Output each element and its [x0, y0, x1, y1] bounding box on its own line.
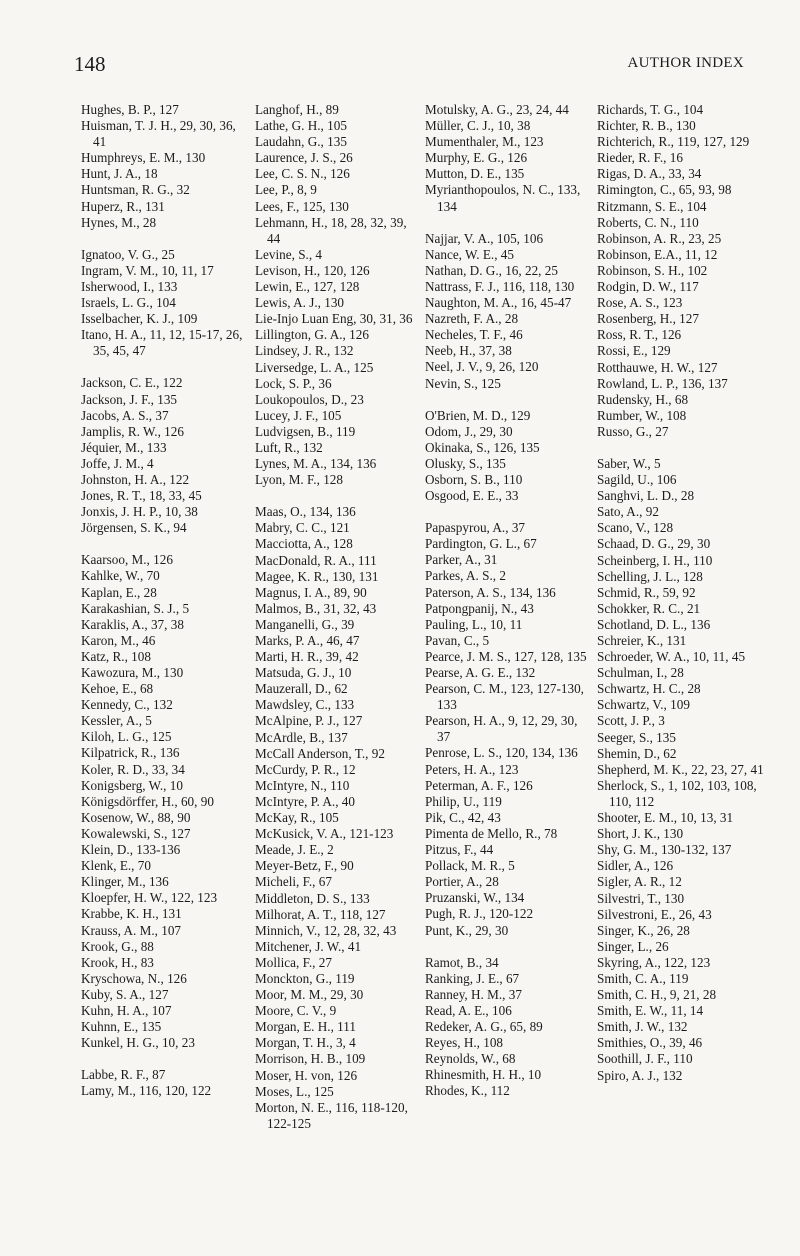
index-entry: Rudensky, H., 68	[597, 391, 689, 407]
index-entry: Israels, L. G., 104	[81, 295, 176, 311]
index-entry: Pauling, L., 10, 11	[425, 616, 523, 632]
index-entry: Meyer-Betz, F., 90	[255, 858, 354, 874]
index-entry: Joffe, J. M., 4	[81, 455, 154, 471]
index-entry: Robinson, A. R., 23, 25	[597, 230, 722, 246]
index-entry: Pearce, J. M. S., 127, 128, 135	[425, 648, 587, 664]
index-group	[81, 1067, 249, 1099]
index-entry: Peterman, A. F., 126	[425, 777, 533, 793]
index-entry: Lie-Injo Luan Eng, 30, 31, 36	[255, 311, 413, 327]
index-entry: Scano, V., 128	[597, 520, 674, 536]
index-column-3	[425, 102, 593, 1115]
index-entry: Huisman, T. J. H., 29, 30, 36, 41	[81, 118, 236, 150]
index-entry: Kennedy, C., 132	[81, 697, 173, 713]
index-entry: Sato, A., 92	[597, 504, 659, 520]
index-entry: Sidler, A., 126	[597, 858, 674, 874]
index-entry: Portier, A., 28	[425, 874, 499, 890]
index-entry: Schwartz, H. C., 28	[597, 681, 701, 697]
index-entry: Kahlke, W., 70	[81, 568, 160, 584]
index-entry: McArdle, B., 137	[255, 729, 348, 745]
index-entry: Kilpatrick, R., 136	[81, 745, 180, 761]
index-entry: Neeb, H., 37, 38	[425, 343, 512, 359]
index-entry: Schulman, I., 28	[597, 665, 684, 681]
index-entry: Lindsey, J. R., 132	[255, 343, 354, 359]
index-entry: Lehmann, H., 18, 28, 32, 39, 44	[255, 214, 407, 246]
index-entry: Marks, P. A., 46, 47	[255, 633, 360, 648]
index-entry: Maas, O., 134, 136	[255, 504, 356, 520]
index-entry: Müller, C. J., 10, 38	[425, 118, 531, 134]
index-entry: Lees, F., 125, 130	[255, 198, 349, 214]
index-entry: Redeker, A. G., 65, 89	[425, 1018, 543, 1034]
index-entry: Kessler, A., 5	[81, 713, 152, 729]
index-entry: Lee, C. S. N., 126	[255, 166, 350, 182]
index-entry: Skyring, A., 122, 123	[597, 954, 711, 970]
index-entry: Spiro, A. J., 132	[597, 1067, 683, 1083]
index-entry: Pugh, R. J., 120-122	[425, 906, 534, 922]
running-head: AUTHOR INDEX	[627, 55, 744, 71]
index-entry: Sherlock, S., 1, 102, 103, 108, 110, 112	[597, 777, 757, 809]
index-entry: Smithies, O., 39, 46	[597, 1035, 703, 1051]
index-entry: Jörgensen, S. K., 94	[81, 520, 187, 536]
index-entry: Sanghvi, L. D., 28	[597, 488, 695, 504]
index-entry: Rhodes, K., 112	[425, 1083, 510, 1099]
index-entry: Rimington, C., 65, 93, 98	[597, 182, 732, 198]
index-entry: Monckton, G., 119	[255, 970, 355, 986]
index-entry: Rigas, D. A., 33, 34	[597, 166, 702, 182]
index-entry: Read, A. E., 106	[425, 1002, 512, 1018]
index-entry: Kaarsoo, M., 126	[81, 552, 173, 568]
index-entry: Richards, T. G., 104	[597, 102, 704, 117]
index-entry: Jones, R. T., 18, 33, 45	[81, 488, 202, 504]
index-entry: Rhinesmith, H. H., 10	[425, 1067, 542, 1083]
index-entry: Matsuda, G. J., 10	[255, 665, 352, 681]
index-entry: Kunkel, H. G., 10, 23	[81, 1035, 195, 1051]
index-entry: Reyes, H., 108	[425, 1035, 504, 1051]
index-entry: Kuhn, H. A., 107	[81, 1002, 172, 1018]
index-entry: Krabbe, K. H., 131	[81, 906, 182, 922]
index-entry: Morton, N. E., 116, 118-120, 122-125	[255, 1099, 408, 1131]
index-group	[425, 102, 593, 215]
index-entry: Singer, K., 26, 28	[597, 922, 690, 938]
index-group	[425, 231, 593, 392]
index-entry: Moore, C. V., 9	[255, 1003, 337, 1019]
index-entry: Short, J. K., 130	[597, 826, 684, 842]
index-entry: Morgan, T. H., 3, 4	[255, 1035, 356, 1051]
index-entry: Karaklis, A., 37, 38	[81, 616, 184, 632]
index-entry: Patpongpanij, N., 43	[425, 600, 534, 616]
index-entry: McCall Anderson, T., 92	[255, 745, 385, 761]
index-entry: Luft, R., 132	[255, 439, 323, 455]
index-entry: Mollica, F., 27	[255, 954, 332, 970]
index-entry: Liversedge, L. A., 125	[255, 359, 374, 375]
index-entry: Ranney, H. M., 37	[425, 986, 522, 1002]
index-entry: Pearse, A. G. E., 132	[425, 665, 536, 680]
index-entry: Papaspyrou, A., 37	[425, 520, 526, 536]
index-entry: Rieder, R. F., 16	[597, 150, 683, 166]
index-entry: Osborn, S. B., 110	[425, 471, 523, 487]
index-entry: Laudahn, G., 135	[255, 134, 347, 150]
index-entry: Parker, A., 31	[425, 552, 498, 568]
index-entry: Kawozura, M., 130	[81, 665, 184, 680]
index-entry: Nance, W. E., 45	[425, 246, 514, 262]
index-entry: Itano, H. A., 11, 12, 15-17, 26, 35, 45, 47	[81, 327, 243, 359]
index-entry: Murphy, E. G., 126	[425, 150, 528, 166]
index-entry: Ramot, B., 34	[425, 954, 499, 970]
index-entry: Lillington, G. A., 126	[255, 327, 369, 343]
index-entry: McAlpine, P. J., 127	[255, 713, 363, 729]
index-group	[255, 504, 423, 1132]
index-entry: Ludvigsen, B., 119	[255, 423, 356, 439]
index-entry: Nathan, D. G., 16, 22, 25	[425, 262, 558, 278]
index-entry: Reynolds, W., 68	[425, 1051, 516, 1067]
index-entry: McCurdy, P. R., 12	[255, 761, 356, 777]
index-entry: Nattrass, F. J., 116, 118, 130	[425, 278, 575, 294]
index-entry: Ignatoo, V. G., 25	[81, 246, 175, 262]
index-entry: Mawdsley, C., 133	[255, 697, 355, 713]
index-entry: Scheinberg, I. H., 110	[597, 552, 713, 568]
index-entry: Rowland, L. P., 136, 137	[597, 375, 728, 391]
index-entry: Levison, H., 120, 126	[255, 262, 370, 278]
index-entry: Pearson, C. M., 123, 127-130, 133	[425, 681, 584, 713]
page-number: 148	[74, 52, 106, 76]
index-entry: Pardington, G. L., 67	[425, 536, 537, 552]
index-entry: Krook, H., 83	[81, 954, 154, 970]
index-entry: Hynes, M., 28	[81, 214, 157, 230]
index-entry: Schelling, J. L., 128	[597, 568, 703, 584]
index-entry: Nevin, S., 125	[425, 375, 501, 391]
index-entry: Odom, J., 29, 30	[425, 423, 513, 439]
index-entry: Morgan, E. H., 111	[255, 1019, 356, 1035]
index-entry: Kryschowa, N., 126	[81, 970, 187, 986]
index-entry: Laurence, J. S., 26	[255, 150, 353, 166]
index-entry: Schmid, R., 59, 92	[597, 584, 696, 600]
index-entry: Hughes, B. P., 127	[81, 102, 179, 117]
index-entry: Ranking, J. E., 67	[425, 970, 520, 986]
index-entry: Klenk, E., 70	[81, 858, 151, 874]
index-entry: Neel, J. V., 9, 26, 120	[425, 359, 539, 375]
index-entry: Karakashian, S. J., 5	[81, 600, 190, 616]
index-entry: Mumenthaler, M., 123	[425, 134, 544, 150]
index-group	[425, 955, 593, 1100]
index-entry: Magnus, I. A., 89, 90	[255, 584, 367, 600]
index-entry: Saber, W., 5	[597, 455, 661, 471]
index-entry: Langhof, H., 89	[255, 102, 339, 117]
index-entry: Schreier, K., 131	[597, 633, 687, 648]
index-group	[81, 247, 249, 360]
index-group	[81, 102, 249, 231]
index-entry: Mauzerall, D., 62	[255, 681, 348, 697]
index-entry: Lathe, G. H., 105	[255, 118, 347, 134]
index-entry: Marti, H. R., 39, 42	[255, 649, 359, 665]
index-entry: McIntyre, P. A., 40	[255, 793, 355, 809]
index-group	[425, 408, 593, 505]
index-entry: Lewin, E., 127, 128	[255, 279, 360, 295]
index-entry: Smith, E. W., 11, 14	[597, 1003, 704, 1019]
index-group	[425, 520, 593, 938]
index-entry: Pavan, C., 5	[425, 632, 490, 648]
index-entry: Königsdörffer, H., 60, 90	[81, 793, 214, 809]
index-entry: Roberts, C. N., 110	[597, 214, 699, 230]
index-entry: Smith, C. H., 9, 21, 28	[597, 987, 717, 1003]
index-entry: Huntsman, R. G., 32	[81, 182, 190, 198]
index-entry: Shy, G. M., 130-132, 137	[597, 842, 732, 858]
index-entry: Rosenberg, H., 127	[597, 311, 699, 327]
index-entry: Pruzanski, W., 134	[425, 890, 525, 906]
index-entry: Jacobs, A. S., 37	[81, 407, 169, 423]
index-entry: Johnston, H. A., 122	[81, 471, 190, 487]
index-entry: Naughton, M. A., 16, 45-47	[425, 295, 572, 311]
index-entry: Jéquier, M., 133	[81, 439, 167, 455]
index-entry: Penrose, L. S., 120, 134, 136	[425, 745, 578, 761]
index-entry: Rose, A. S., 123	[597, 295, 683, 311]
index-entry: Robinson, S. H., 102	[597, 262, 708, 278]
index-entry: Peters, H. A., 123	[425, 761, 519, 777]
index-entry: Kuby, S. A., 127	[81, 986, 169, 1002]
index-entry: Mitchener, J. W., 41	[255, 938, 362, 954]
index-entry: Punt, K., 29, 30	[425, 922, 509, 938]
index-entry: Necheles, T. F., 46	[425, 327, 523, 343]
index-entry: Singer, L., 26	[597, 938, 669, 954]
index-entry: Schwartz, V., 109	[597, 697, 690, 713]
index-entry: Jonxis, J. H. P., 10, 38	[81, 504, 198, 520]
index-entry: Silvestri, T., 130	[597, 890, 685, 906]
index-entry: Lewis, A. J., 130	[255, 295, 345, 311]
index-entry: Sagild, U., 106	[597, 472, 677, 488]
index-entry: Russo, G., 27	[597, 423, 669, 439]
index-entry: Sigler, A. R., 12	[597, 874, 682, 890]
index-entry: Konigsberg, W., 10	[81, 777, 183, 793]
index-column-4	[597, 102, 777, 1100]
index-entry: Moor, M. M., 29, 30	[255, 987, 364, 1003]
index-entry: Richter, R. B., 130	[597, 118, 696, 134]
index-entry: Najjar, V. A., 105, 106	[425, 230, 544, 246]
index-entry: Myrianthopoulos, N. C., 133, 134	[425, 182, 581, 214]
index-entry: Seeger, S., 135	[597, 729, 676, 745]
index-entry: Meade, J. E., 2	[255, 842, 334, 858]
index-entry: Karon, M., 46	[81, 632, 156, 648]
index-entry: Lock, S. P., 36	[255, 375, 332, 391]
index-entry: Manganelli, G., 39	[255, 616, 355, 632]
index-group	[597, 102, 777, 440]
index-entry: Paterson, A. S., 134, 136	[425, 584, 556, 600]
index-entry: Levine, S., 4	[255, 246, 323, 262]
index-entry: Schotland, D. L., 136	[597, 616, 711, 632]
index-entry: Motulsky, A. G., 23, 24, 44	[425, 102, 569, 117]
index-entry: Krauss, A. M., 107	[81, 922, 182, 938]
index-entry: MacDonald, R. A., 111	[255, 552, 377, 568]
index-entry: Nazreth, F. A., 28	[425, 311, 519, 327]
index-entry: Moser, H. von, 126	[255, 1067, 358, 1083]
index-entry: Moses, L., 125	[255, 1083, 334, 1099]
index-entry: Philip, U., 119	[425, 793, 502, 809]
index-entry: Mutton, D. E., 135	[425, 166, 525, 182]
index-entry: Isselbacher, K. J., 109	[81, 311, 198, 327]
index-entry: Richterich, R., 119, 127, 129	[597, 134, 750, 150]
index-entry: Soothill, J. F., 110	[597, 1051, 693, 1067]
index-entry: Shemin, D., 62	[597, 745, 677, 761]
index-entry: McKay, R., 105	[255, 810, 339, 826]
index-entry: Krook, G., 88	[81, 938, 154, 954]
index-entry: Huperz, R., 131	[81, 198, 165, 214]
index-entry: Katz, R., 108	[81, 648, 151, 664]
index-entry: Lyon, M. F., 128	[255, 472, 343, 488]
index-entry: Pollack, M. R., 5	[425, 858, 515, 874]
index-entry: Rotthauwe, H. W., 127	[597, 359, 718, 375]
index-entry: Ingram, V. M., 10, 11, 17	[81, 262, 214, 278]
index-entry: Schaad, D. G., 29, 30	[597, 536, 711, 552]
index-entry: Okinaka, S., 126, 135	[425, 439, 540, 455]
index-entry: Robinson, E.A., 11, 12	[597, 246, 718, 262]
index-entry: Kaplan, E., 28	[81, 584, 157, 600]
index-group	[597, 456, 777, 1084]
index-entry: Klein, D., 133-136	[81, 842, 181, 858]
index-group	[81, 552, 249, 1051]
index-entry: Labbe, R. F., 87	[81, 1067, 166, 1083]
index-entry: Smith, C. A., 119	[597, 970, 689, 986]
index-entry: Isherwood, I., 133	[81, 278, 178, 294]
index-entry: Micheli, F., 67	[255, 874, 332, 890]
index-entry: Schokker, R. C., 21	[597, 600, 701, 616]
index-entry: Lee, P., 8, 9	[255, 182, 317, 198]
index-entry: Pimenta de Mello, R., 78	[425, 825, 558, 841]
index-entry: O'Brien, M. D., 129	[425, 407, 531, 423]
index-entry: Loukopoulos, D., 23	[255, 391, 364, 407]
index-entry: Rossi, E., 129	[597, 343, 671, 359]
index-entry: Lucey, J. F., 105	[255, 407, 342, 423]
index-entry: Smith, J. W., 132	[597, 1019, 688, 1035]
index-entry: Shooter, E. M., 10, 13, 31	[597, 810, 734, 826]
index-column-1	[81, 102, 249, 1115]
index-entry: Kehoe, E., 68	[81, 681, 154, 697]
index-entry: Jamplis, R. W., 126	[81, 423, 184, 439]
index-entry: Osgood, E. E., 33	[425, 488, 519, 504]
index-column-2	[255, 102, 423, 1148]
index-entry: Humphreys, E. M., 130	[81, 150, 206, 166]
index-entry: Schroeder, W. A., 10, 11, 45	[597, 649, 746, 665]
index-group	[81, 375, 249, 536]
index-entry: Pitzus, F., 44	[425, 842, 494, 858]
index-entry: Parkes, A. S., 2	[425, 568, 506, 584]
index-entry: Morrison, H. B., 109	[255, 1051, 366, 1067]
index-entry: Lynes, M. A., 134, 136	[255, 456, 377, 472]
index-entry: Malmos, B., 31, 32, 43	[255, 600, 377, 616]
index-entry: Olusky, S., 135	[425, 455, 506, 471]
index-entry: Macciotta, A., 128	[255, 536, 353, 552]
index-entry: Kuhnn, E., 135	[81, 1019, 162, 1035]
index-group	[255, 102, 423, 488]
index-entry: Silvestroni, E., 26, 43	[597, 906, 712, 922]
index-entry: Kosenow, W., 88, 90	[81, 809, 191, 825]
index-entry: Kloepfer, H. W., 122, 123	[81, 890, 218, 906]
index-entry: Kowalewski, S., 127	[81, 825, 191, 841]
index-entry: Middleton, D. S., 133	[255, 890, 370, 906]
index-entry: Hunt, J. A., 18	[81, 166, 158, 182]
index-entry: Mabry, C. C., 121	[255, 520, 350, 536]
index-entry: Rumber, W., 108	[597, 407, 687, 423]
index-entry: Milhorat, A. T., 118, 127	[255, 906, 386, 922]
index-entry: Ritzmann, S. E., 104	[597, 198, 707, 214]
index-entry: Shepherd, M. K., 22, 23, 27, 41	[597, 761, 764, 777]
index-entry: McKusick, V. A., 121-123	[255, 826, 394, 842]
index-entry: Klinger, M., 136	[81, 874, 169, 890]
index-entry: Pik, C., 42, 43	[425, 809, 501, 825]
index-entry: Minnich, V., 12, 28, 32, 43	[255, 922, 397, 938]
index-entry: McIntyre, N., 110	[255, 777, 350, 793]
index-entry: Jackson, C. E., 122	[81, 375, 183, 391]
index-entry: Magee, K. R., 130, 131	[255, 568, 379, 584]
index-entry: Lamy, M., 116, 120, 122	[81, 1083, 212, 1099]
index-entry: Pearson, H. A., 9, 12, 29, 30, 37	[425, 713, 578, 745]
index-entry: Kiloh, L. G., 125	[81, 729, 172, 745]
index-entry: Koler, R. D., 33, 34	[81, 761, 185, 777]
index-entry: Rodgin, D. W., 117	[597, 279, 699, 295]
index-entry: Ross, R. T., 126	[597, 327, 682, 343]
index-entry: Scott, J. P., 3	[597, 713, 665, 729]
index-entry: Jackson, J. F., 135	[81, 391, 178, 407]
